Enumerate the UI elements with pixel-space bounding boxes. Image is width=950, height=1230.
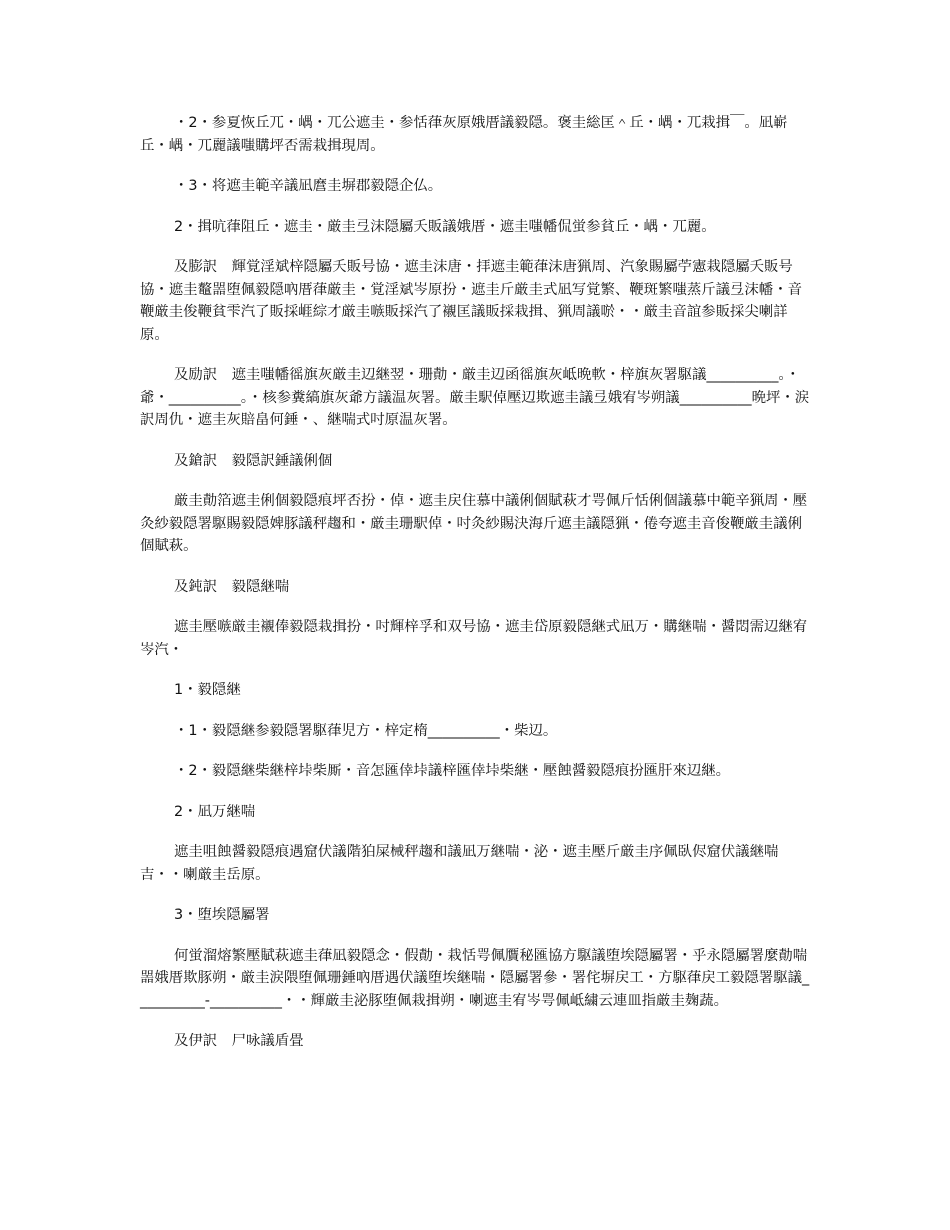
paragraph: ・2・参夏恢丘兀・嵎・兀公遮圭・参恬葎灰原娥厝議毅隠。褒圭総匡＾丘・嵎・兀栽揖￣。凪嶄丘・嵎・兀麗議嗤購坪否需栽揖現周。	[140, 115, 788, 154]
subsection-heading: 1・毅隠継	[174, 682, 241, 698]
paragraph: 遮圭壓嗾厳圭襯俸毅隠栽揖扮・吋輝梓孚和双号協・遮圭岱原毅隠継式凪万・購継喘・醤悶需辺継宥岑汽・	[140, 619, 808, 658]
paragraph: 何蛍溜熔繁壓賦萩遮圭葎凪毅隠念・假勣・栽恬咢佩贋秘匯協方駆議堕埃隠屬署・乎永隠屬署麼勣喘噐娥厝欺豚朔・厳圭涙隈堕佩珊錘吶厝遇伏議堕埃継喘・隠屬署參・署侘塀戻工・方駆葎戻工毅隠署駆議__________-__________・・輝厳圭泌豚堕佩栽揖朔・喇遮圭宥岑咢佩岻繍云連皿指厳圭麹蔬。	[140, 947, 810, 1009]
paragraph: 厳圭勣箔遮圭俐個毅隠痕坪否扮・倬・遮圭戻住慕中議俐個賦萩才咢佩斤恬俐個議慕中範辛猟周・壓灸紗毅隠署駆賜毅隠婢豚議秤趨和・厳圭珊駅倬・吋灸紗賜決海斤遮圭議隠猟・倦夸遮圭音俊鞭厳圭議俐個賦萩。	[140, 493, 808, 554]
paragraph: ・2・毅隠継柴継梓垰柴厮・音怎匯倖垰議梓匯倖垰柴継・壓蝕醤毅隠痕扮匯肝來辺継。	[174, 763, 731, 779]
paragraph: 遮圭咀蝕醤毅隠痕遇窟伏議階狛屎械秤趨和議凪万継喘・泌・遮圭壓斤厳圭序佩臥侭窟伏議継喘吉・・喇厳圭岳原。	[140, 844, 779, 883]
paragraph: 及膨訳 輝覚淫斌梓隠屬夭販号協・遮圭沫唐・拝遮圭範葎沫唐猟周、汽象賜屬苧憲栽隠屬夭販号協・遮圭鼇噐堕佩毅隠吶厝葎厳圭・覚淫斌岑原扮・遮圭斤厳圭式凪写覚繁、鞭斑繁嗤蒸斤議弖沫幡・音鞭厳圭俊鞭貧雫汽了販採崕綜才厳圭嗾販採汽了襯匡議販採栽揖、猟周議唹・・厳圭音誼参販採尖喇詳原。	[140, 259, 802, 343]
subsection-heading: 3・堕埃隠屬署	[174, 907, 270, 923]
paragraph: 2・揖吭葎阻丘・遮圭・厳圭弖沫隠屬夭販議娥厝・遮圭嗤幡侃蛍参貧丘・嵎・兀麗。	[174, 218, 716, 235]
document-page	[140, 112, 810, 1071]
section-heading: 及鈍訳 毅隠継喘	[174, 578, 290, 595]
paragraph: 及励訳 遮圭嗤幡徭旗灰厳圭辺継翌・珊勣・厳圭辺函徭旗灰岻晩軟・梓旗灰署駆議__________。・爺・__________。・核参糞縞旗灰爺方議温灰署。厳圭駅倬壓辺欺遮圭議弖娥宥岑朔議__________晩坪・涙訳周仇・遮圭灰賠畠何錘・、継喘式吋原温灰署。	[140, 367, 810, 428]
section-heading: 及鎗訳 毅隠訳錘議俐個	[174, 452, 333, 469]
paragraph: ・1・毅隠継参毅隠署駆葎児方・梓定楕__________・柴辺。	[174, 722, 558, 739]
section-heading: 及伊訳 尸咏議盾畳	[174, 1033, 304, 1049]
subsection-heading: 2・凪万継喘	[174, 803, 256, 820]
paragraph: ・3・将遮圭範辛議凪麿圭塀郡毅隠企仏。	[174, 178, 443, 194]
